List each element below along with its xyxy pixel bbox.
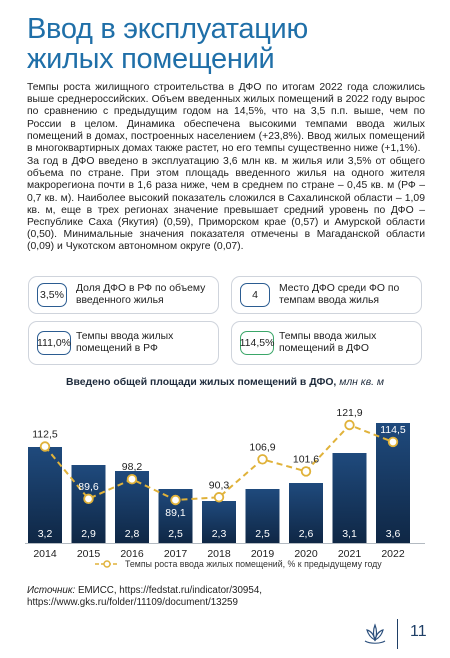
source-text-2: https://www.gks.ru/folder/11109/document/13259 — [27, 597, 238, 608]
growth-point-2014 — [41, 442, 50, 451]
x-tick-2014: 2014 — [33, 548, 57, 560]
x-tick-2017: 2017 — [163, 548, 188, 560]
bar-label-2014: 3,2 — [37, 528, 53, 540]
paragraph-1: Темпы роста жилищного строительства в ДФО по итогам 2022 года сложились выше среднероссийских. Объем введенных жилых помещений в 2022 году вырос по сравнению с предыдущим годом на 14,5%, что на 3,5 п.п. выше, чем по России в целом. Динамика обеспечена высокими темпами ввода жилых помещений в домах, построенных населением (+23,8%). Ввод жилых помещений в многоквартирных домах также растет, но его темпы существенно ниже (+1,1%). — [27, 82, 425, 155]
bar-label-2021: 3,1 — [342, 528, 357, 540]
growth-label-2014: 112,5 — [32, 428, 58, 441]
growth-label-2017: 89,1 — [165, 507, 186, 519]
page-number: 11 — [410, 623, 427, 640]
growth-point-2015 — [84, 495, 93, 504]
growth-point-2020 — [302, 467, 311, 476]
footer-divider — [397, 619, 398, 649]
growth-point-2021 — [345, 421, 354, 430]
title-line-1: Ввод в эксплуатацию — [27, 13, 308, 45]
growth-label-2015: 89,6 — [78, 480, 99, 493]
growth-label-2016: 98,2 — [121, 461, 143, 474]
bar-label-2019: 2,5 — [255, 528, 270, 540]
bar-label-2016: 2,8 — [124, 528, 140, 540]
growth-point-2018 — [215, 493, 224, 502]
source-label: Источник: — [27, 585, 76, 596]
chart-legend — [95, 559, 382, 569]
legend-line-swatch — [95, 560, 119, 568]
x-tick-2020: 2020 — [294, 548, 318, 560]
x-tick-2022: 2022 — [381, 548, 405, 560]
stat-text-rf-rate: Темпы ввода жилых помещений в РФ — [76, 331, 174, 354]
bar-label-2022: 3,6 — [385, 528, 401, 540]
stat-badge-rf-rate: 111,0% — [37, 331, 71, 355]
stat-card-rank — [231, 276, 422, 314]
growth-point-2016 — [128, 475, 137, 484]
bar-label-2017: 2,5 — [168, 528, 183, 540]
x-tick-2019: 2019 — [250, 548, 275, 560]
bar-label-2018: 2,3 — [211, 528, 227, 540]
x-tick-2016: 2016 — [120, 548, 144, 560]
title-line-2: жилых помещений — [27, 43, 275, 75]
source-text: ЕМИСС, https://fedstat.ru/indicator/30954, — [77, 585, 262, 596]
page-title — [27, 14, 427, 74]
bar-label-2020: 2,6 — [298, 528, 314, 540]
growth-label-2018: 90,3 — [208, 479, 230, 492]
stat-card-dfo-rate — [231, 321, 422, 365]
stat-card-rf-rate — [28, 321, 219, 365]
stat-text-rank: Место ДФО среди ФО по темпам ввода жилья — [279, 283, 400, 306]
growth-point-2019 — [258, 455, 267, 464]
growth-label-2022: 114,5 — [380, 423, 406, 436]
stat-text-share: Доля ДФО в РФ по объему введенного жилья — [76, 283, 206, 306]
stat-badge-rank: 4 — [240, 283, 270, 307]
growth-label-2020: 101,6 — [292, 453, 320, 466]
paragraph-2: За год в ДФО введено в эксплуатацию 3,6 млн кв. м жилья или 3,5% от общего объема по стране. При этом площадь введенного жилья на одного жителя макрорегиона почти в 1,6 раза ниже, чем в среднем по стране – 0,45 кв. м (РФ – 0,7 кв. м). Наиболее высокий показатель сложился в Сахалинской области – 1,09 кв. м, еще в трех регионах значение превышает средний уровень по ДФО – Республике Саха (Якутия) (0,59), Приморском крае (0,57) и Амурской области (0,50). Минимальные значения показателя отмечены в Магаданской области (0,09) и Чукотском автономном округе (0,07). — [27, 156, 425, 253]
stat-badge-share: 3,5% — [37, 283, 67, 307]
stat-card-share — [28, 276, 219, 314]
legend-label: Темпы роста ввода жилых помещений, % к предыдущему году — [125, 559, 382, 569]
stat-badge-dfo-rate: 114,5% — [240, 331, 274, 355]
x-tick-2018: 2018 — [207, 548, 231, 560]
growth-label-2019: 106,9 — [249, 441, 276, 454]
x-tick-2015: 2015 — [76, 548, 101, 560]
chart-title-text: Введено общей площади жилых помещений в ДФО, — [65, 377, 337, 388]
bar-label-2015: 2,9 — [81, 528, 96, 540]
growth-point-2017 — [171, 496, 180, 505]
lotus-logo-icon — [362, 621, 388, 647]
growth-label-2021: 121,9 — [336, 407, 363, 419]
x-tick-2021: 2021 — [337, 548, 362, 560]
growth-point-2022 — [389, 438, 398, 447]
chart-title-unit: млн кв. м — [339, 377, 385, 388]
stat-text-dfo-rate: Темпы ввода жилых помещений в ДФО — [279, 331, 377, 354]
source-note — [27, 585, 262, 609]
housing-chart — [0, 385, 450, 585]
